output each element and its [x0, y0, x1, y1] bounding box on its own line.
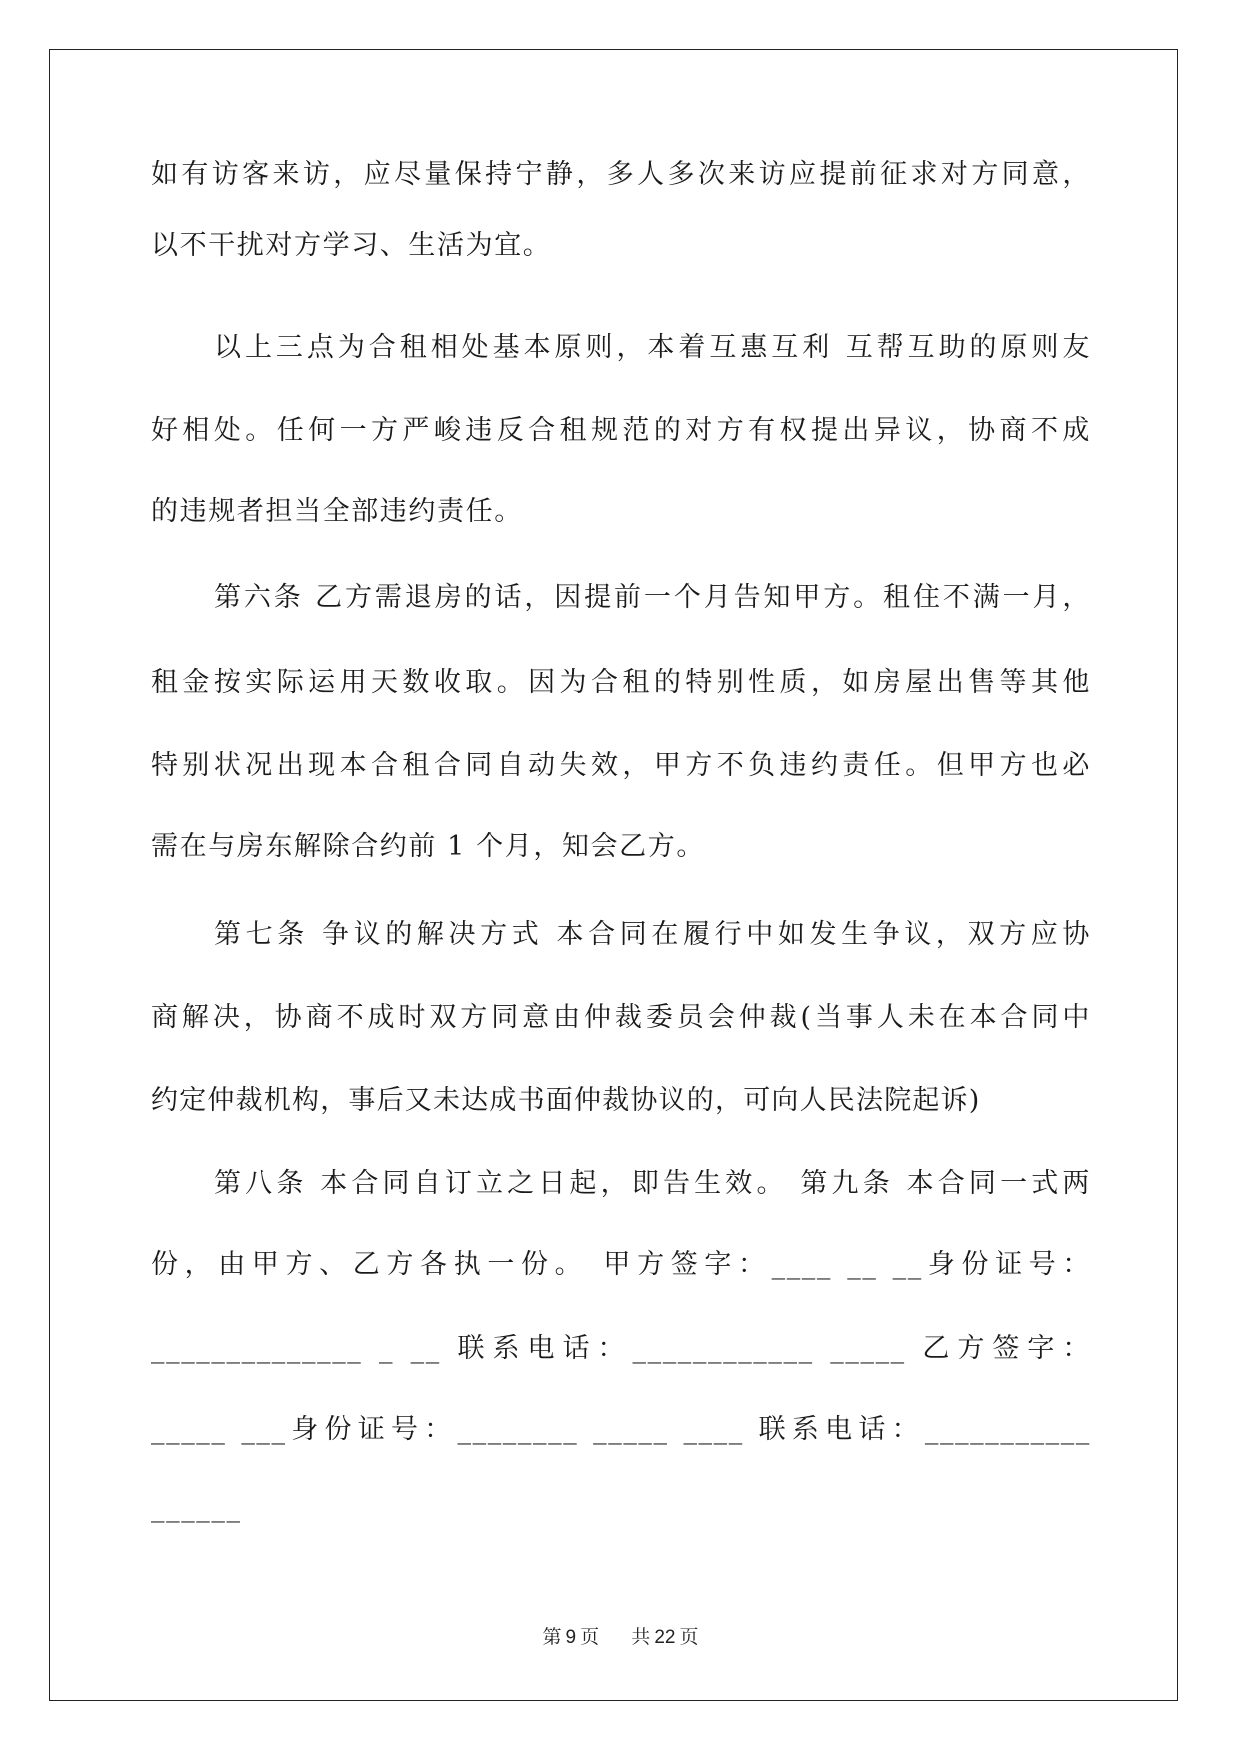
page-border — [49, 49, 1178, 1701]
signature-line: ______________ _ __ 联系电话：____________ _____ 乙方签字： — [151, 1333, 1091, 1364]
body-line: 租金按实际运用天数收取。因为合租的特别性质，如房屋出售等其他 — [151, 667, 1091, 698]
page-suffix: 页 — [580, 1626, 600, 1648]
signature-line: _____ ___身份证号：________ _____ ____ 联系电话：___________ — [151, 1414, 1091, 1445]
body-line: 第六条 乙方需退房的话，因提前一个月告知甲方。租住不满一月， — [214, 582, 1091, 613]
page-number: 9 — [565, 1627, 577, 1648]
body-line: 第八条 本合同自订立之日起，即告生效。 第九条 本合同一式两 — [214, 1168, 1091, 1199]
body-line: 约定仲裁机构，事后又未达成书面仲裁协议的，可向人民法院起诉) — [151, 1085, 981, 1116]
body-line: 特别状况出现本合租合同自动失效，甲方不负违约责任。但甲方也必 — [151, 750, 1091, 781]
body-line: 以上三点为合租相处基本原则，本着互惠互利 互帮互助的原则友 — [214, 332, 1091, 363]
page-footer — [0, 1622, 1241, 1649]
page-prefix: 第 — [542, 1626, 562, 1648]
body-line: 好相处。任何一方严峻违反合租规范的对方有权提出异议，协商不成 — [151, 415, 1091, 446]
body-line: 第七条 争议的解决方式 本合同在履行中如发生争议，双方应协 — [214, 919, 1091, 950]
total-prefix: 共 — [631, 1626, 651, 1648]
signature-line: ______ — [151, 1492, 242, 1523]
body-line: 如有访客来访，应尽量保持宁静，多人多次来访应提前征求对方同意， — [151, 159, 1091, 190]
total-pages: 22 — [654, 1627, 676, 1648]
signature-line: 份，由甲方、乙方各执一份。 甲方签字：____ __ __身份证号： — [151, 1249, 1091, 1280]
body-line: 商解决，协商不成时双方同意由仲裁委员会仲裁(当事人未在本合同中 — [151, 1002, 1091, 1033]
body-line: 的违规者担当全部违约责任。 — [151, 496, 523, 527]
body-line: 以不干扰对方学习、生活为宜。 — [151, 230, 552, 261]
total-suffix: 页 — [679, 1626, 699, 1648]
body-line: 需在与房东解除合约前 1 个月，知会乙方。 — [151, 831, 705, 862]
